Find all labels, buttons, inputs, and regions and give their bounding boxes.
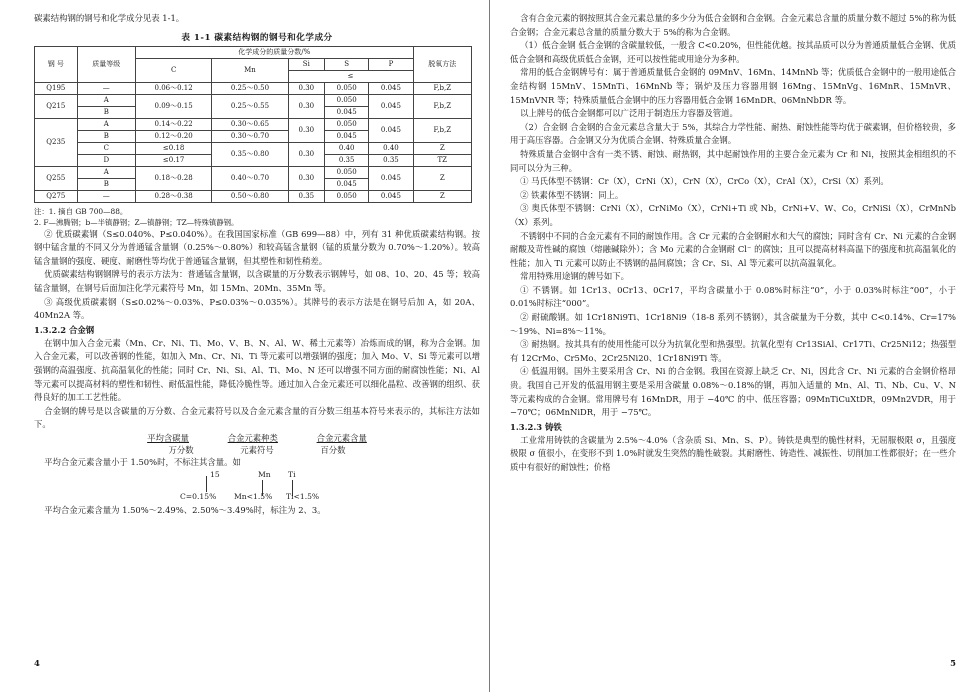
formula-top-carbon: 平均含碳量 xyxy=(147,432,190,443)
example-mn: Mn xyxy=(258,469,271,479)
cell-mn: 0.35～0.80 xyxy=(212,142,288,166)
table-note-2: 2. F—沸腾钢；b—半镇静钢；Z—镇静钢；TZ—特殊镇静钢。 xyxy=(34,217,239,227)
section-heading-alloy-steel: 1.3.2.2 合金钢 xyxy=(34,324,95,335)
austenitic-paragraph: ③ 奥氏体型不锈钢：CrNi（X），CrNiMo（X），CrNi+Ti 或 Nb，CrNi+V、W、Co，CrNiSi（X），CrMnNb（X）系列。 xyxy=(510,203,956,227)
cell-s: 0.045 xyxy=(325,106,369,118)
cell-mn: 0.30～0.70 xyxy=(212,130,288,142)
cell-grade: Q255 xyxy=(35,166,78,190)
cell-quality: B xyxy=(77,106,135,118)
header-le: ≤ xyxy=(288,70,413,82)
header-c: C xyxy=(135,58,211,82)
formula-bottom-carbon: 万分数 xyxy=(168,444,194,455)
cell-c: 0.28～0.38 xyxy=(135,190,211,202)
cell-c: ≤0.18 xyxy=(135,142,211,154)
cell-quality: C xyxy=(77,142,135,154)
header-chem: 化学成分的质量分数/% xyxy=(135,46,413,58)
cell-s: 0.050 xyxy=(325,190,369,202)
cell-quality: — xyxy=(77,82,135,94)
cell-si: 0.35 xyxy=(288,190,324,202)
alloy-naming-paragraph: 合金钢的牌号是以含碳量的万分数、合金元素符号以及合金元素含量的百分数三组基本符号来表示的，其标注方法如下。 xyxy=(34,405,480,430)
cell-s: 0.045 xyxy=(325,130,369,142)
cell-deox: TZ xyxy=(413,154,471,166)
header-si: Si xyxy=(288,58,324,70)
cell-si: 0.30 xyxy=(288,142,324,166)
cast-iron-paragraph: 工业常用铸铁的含碳量为 2.5%～4.0%（含杂质 Si、Mn、S、P）。铸铁是典型的脆性材料，无屈服极限 σ，且强度极限 σ 值很小，在变形不到 1.0%时就发生突然的脆性破裂。其耐磨性、铸造性、减振性、切削加工性都很好；在一些介质中有很好的耐蚀性；价格 xyxy=(510,434,956,472)
cell-deox: Z xyxy=(413,166,471,190)
acid-resistant-paragraph: ② 耐硫酸钢。如 1Cr18Ni9Ti、1Cr18Ni9（18-8 系列不锈钢），其含碳量为千分数，其中 C<0.14%、Cr=17%～19%、Ni=8%～11%。 xyxy=(510,312,956,336)
low-alloy-usage-paragraph: 以上牌号的低合金钢都可以广泛用于制造压力容器及管道。 xyxy=(520,108,738,119)
cell-s: 0.050 xyxy=(325,166,369,178)
cell-s: 0.050 xyxy=(325,82,369,94)
cell-c: ≤0.17 xyxy=(135,154,211,166)
example-ti: Ti xyxy=(288,469,296,479)
cell-s: 0.40 xyxy=(325,142,369,154)
low-temp-steel-paragraph: ④ 低温用钢。国外主要采用含 Cr、Ni 的合金钢。我国在资源上缺乏 Cr、Ni，因此含 Cr、Ni 元素的合金钢价格昂贵。我国自己开发的低温用钢主要是采用含碳量 0.08%～0.18%的钢，再加入适量的 Mn、Al、Ti、Nb、Cu、V、N 等元素构成的合金钢。常用牌号有 16MnDR，用于 −40℃ 的中、低压容器；09MnTiCuXtDR，09Mn2VDR，用于 −70℃；06MnNiDR，用于 −75℃。 xyxy=(510,366,956,418)
cell-p: 0.35 xyxy=(369,154,413,166)
cell-mn: 0.25～0.55 xyxy=(212,94,288,118)
right-page xyxy=(490,0,980,692)
alloy-steel-paragraph-right: （2）合金钢 合金钢的合金元素总含量大于 5%，其综合力学性能、耐热、耐蚀性能等均优于碳素钢，但价格较贵，多用于高压容器。合金钢又分为优质合金钢、特殊质量合金钢。 xyxy=(510,121,956,146)
header-quality: 质量等级 xyxy=(77,46,135,82)
cell-grade: Q275 xyxy=(35,190,78,202)
naming-example-diagram xyxy=(34,470,480,504)
cell-mn: 0.50～0.80 xyxy=(212,190,288,202)
example-mn-value: Mn<1.5% xyxy=(234,491,273,501)
cell-si: 0.30 xyxy=(288,166,324,190)
table-row xyxy=(35,94,472,106)
avg-content-paragraph-2: 平均合金元素含量为 1.50%～2.49%、2.50%～3.49%时，标注为 2、3。 xyxy=(44,504,326,515)
cell-si: 0.30 xyxy=(288,82,324,94)
cell-quality: A xyxy=(77,166,135,178)
steel-composition-table xyxy=(34,46,472,203)
cell-c: 0.18～0.28 xyxy=(135,166,211,190)
cell-grade: Q195 xyxy=(35,82,78,94)
cell-deox: F,b,Z xyxy=(413,82,471,94)
page-number-left: 4 xyxy=(34,658,40,668)
martensitic-paragraph: ① 马氏体型不锈钢：Cr（X），CrNi（X），CrN（X），CrCo（X），CrAl（X），CrSi（X）系列。 xyxy=(520,176,889,187)
ferritic-paragraph: ② 铁素体型不锈钢：同上。 xyxy=(520,189,624,200)
cell-deox: Z xyxy=(413,190,471,202)
cell-mn: 0.25～0.50 xyxy=(212,82,288,94)
cell-p: 0.045 xyxy=(369,190,413,202)
heat-resistant-paragraph: ③ 耐热钢。按其具有的使用性能可以分为抗氧化型和热强型。抗氧化型有 Cr13SiAl、Cr17Ti、Cr25Ni12；热强型有 12CrMo、Cr5Mo、2Cr25Ni20、1Cr18Ni9Ti 等。 xyxy=(510,339,956,363)
example-c-value: C=0.15% xyxy=(180,491,217,501)
cell-p: 0.045 xyxy=(369,118,413,142)
table-row xyxy=(35,82,472,94)
alloy-steel-paragraph: 在钢中加入合金元素（Mn、Cr、Ni、Ti、Mo、V、B、N、Al、W、稀土元素等）冶炼而成的钢，称为合金钢。加入合金元素，可以改善钢的性能，如加入 Mn、Cr、Ni、Ti 等元素可以增强钢的强度；加入 Mo、V、Si 等元素可以增强钢的高温强度、抗高温氧化的性能；同时 Cr、Ni、Si、Al、Ti、Mo、N 还可以增强不同方面的耐腐蚀性能；Ni、Al 等元素可以提高材料的塑性和韧性、耐低温性能，降低冷脆性等。通过加入合金元素还可以细化晶粒、改善钢的组织、获得良好的加工工艺性能。 xyxy=(34,337,480,403)
cell-grade: Q235 xyxy=(35,118,78,166)
formula-bottom-element: 元素符号 xyxy=(240,444,274,455)
example-ti-value: Ti<1.5% xyxy=(286,491,320,501)
quality-steel-naming-paragraph: 优质碳素结构钢钢牌号的表示方法为：普通锰含量钢，以含碳量的万分数表示钢牌号，如 08、10、20、45 等；较高锰含量钢，在钢号后面加注化学元素符号 Mn，如 15Mn、20Mn、35Mn 等。 xyxy=(34,269,480,293)
cell-quality: B xyxy=(77,130,135,142)
formula-top-content: 合金元素含量 xyxy=(316,432,367,443)
table-row xyxy=(35,166,472,178)
formula-bottom-content: 百分数 xyxy=(320,444,346,455)
cell-deox: Z xyxy=(413,142,471,154)
cell-si: 0.30 xyxy=(288,118,324,142)
cell-quality: A xyxy=(77,94,135,106)
cell-deox: F,b,Z xyxy=(413,94,471,118)
low-alloy-grades-paragraph: 常用的低合金钢牌号有：属于普通质量低合金钢的 09MnV、16Mn、14MnNb 等；优质低合金钢中的一般用途低合金结构钢 15MnV、15MnTi、16MnNb 等；锅炉及压力容器用钢 16Mng、15MnVg、16MnR、15MnVR、15MnVNR 等；特殊质量低合金钢中的压力容器用低合金钢 16MnDR、06MnNbDR 等。 xyxy=(510,67,956,105)
low-alloy-paragraph: （1）低合金钢 低合金钢的含碳量较低，一般含 C<0.20%，但性能优越。按其品质可以分为普通质量低合金钢、优质低合金钢和高级优质低合金钢，还可以按性能或用途分为多种。 xyxy=(510,40,957,64)
table-note-1: 注：1. 摘自 GB 700—88。 xyxy=(34,206,128,216)
section-heading-cast-iron: 1.3.2.3 铸铁 xyxy=(510,421,562,432)
naming-formula xyxy=(34,432,480,456)
cell-p: 0.40 xyxy=(369,142,413,154)
header-deox: 脱氧方法 xyxy=(413,46,471,82)
example-15: 15 xyxy=(210,469,220,479)
cell-grade: Q215 xyxy=(35,94,78,118)
cell-p: 0.045 xyxy=(369,94,413,118)
special-steel-intro: 常用特殊用途钢的牌号如下。 xyxy=(520,271,629,282)
cell-deox: F,b,Z xyxy=(413,118,471,142)
stainless-steel-paragraph: ① 不锈钢。如 1Cr13、0Cr13、0Cr17，平均含碳量小于 0.08%时标注“0”，小于 0.03%时标注“00”，小于 0.01%时标注“000”。 xyxy=(510,284,956,309)
header-mn: Mn xyxy=(212,58,288,82)
quality-steel-paragraph: ② 优质碳素钢（S≤0.040%、P≤0.040%）。在我国国家标准（GB 699—88）中，列有 31 种优质碳素结构钢。按钢中锰含量的不同又分为普通锰含量钢（0.25%～0.80%）和较高锰含量钢（锰的质量分数为 0.70%～1.20%）。较高锰含量钢的强度、硬度、耐磨性等均优于普通锰含量钢，但其塑性和韧性稍差。 xyxy=(34,228,480,266)
table-row xyxy=(35,190,472,202)
intro-text: 碳素结构钢的钢号和化学成分见表 1-1。 xyxy=(34,13,185,23)
cell-quality: A xyxy=(77,118,135,130)
example-line-1 xyxy=(206,476,207,492)
header-p: P xyxy=(369,58,413,70)
cell-mn: 0.30～0.65 xyxy=(212,118,288,130)
table-row xyxy=(35,118,472,130)
cell-s: 0.050 xyxy=(325,118,369,130)
cell-p: 0.045 xyxy=(369,166,413,190)
cell-quality: D xyxy=(77,154,135,166)
cell-si: 0.30 xyxy=(288,94,324,118)
cell-quality: B xyxy=(77,178,135,190)
table-title: 表 1-1 碳素结构钢的钢号和化学成分 xyxy=(181,32,333,43)
high-quality-steel-paragraph: ③ 高级优质碳素钢（S≤0.02%～0.03%、P≤0.03%～0.035%）。其牌号的表示方法是在钢号后加 A，如 20A、40Mn2A 等。 xyxy=(34,296,480,321)
avg-content-paragraph-1: 平均合金元素含量小于 1.50%时，不标注其含量。如 xyxy=(44,456,241,467)
cell-mn: 0.40～0.70 xyxy=(212,166,288,190)
header-s: S xyxy=(325,58,369,70)
cell-c: 0.06～0.12 xyxy=(135,82,211,94)
corrosion-paragraph: 不锈钢中不同的合金元素有不同的耐蚀作用。含 Cr 元素的合金钢耐水和大气的腐蚀；同时含有 Cr、Ni 元素的合金钢耐酸及苛性碱的腐蚀（熔融碱除外）；含 Mo 元素的合金钢耐 Cl⁻ 的腐蚀；且可以提高材料高温下的强度和抗高温氧化的性能；加入 Ti 元素可以防止不锈钢的晶间腐蚀；含 Cr、Si、Al 等元素可以抗高温氧化。 xyxy=(510,230,956,268)
cell-quality: — xyxy=(77,190,135,202)
cell-p: 0.045 xyxy=(369,82,413,94)
cell-c: 0.12～0.20 xyxy=(135,130,211,142)
page-number-right: 5 xyxy=(950,658,956,668)
cell-s: 0.045 xyxy=(325,178,369,190)
cell-c: 0.09～0.15 xyxy=(135,94,211,118)
stainless-intro-paragraph: 特殊质量合金钢中含有一类不锈、耐蚀、耐热钢，其中起耐蚀作用的主要合金元素为 Cr 和 Ni，按照其金相组织的不同可以分为三种。 xyxy=(510,148,956,173)
header-grade: 钢 号 xyxy=(35,46,78,82)
formula-top-element: 合金元素种类 xyxy=(227,432,278,443)
cell-s: 0.050 xyxy=(325,94,369,106)
cell-s: 0.35 xyxy=(325,154,369,166)
cell-c: 0.14～0.22 xyxy=(135,118,211,130)
alloy-classification-paragraph: 含有合金元素的钢按照其合金元素总量的多少分为低合金钢和合金钢。合金元素总含量的质量分数不超过 5%的称为低合金钢；合金元素总含量的质量分数大于 5%的称为合金钢。 xyxy=(510,13,956,37)
table-row xyxy=(35,142,472,154)
